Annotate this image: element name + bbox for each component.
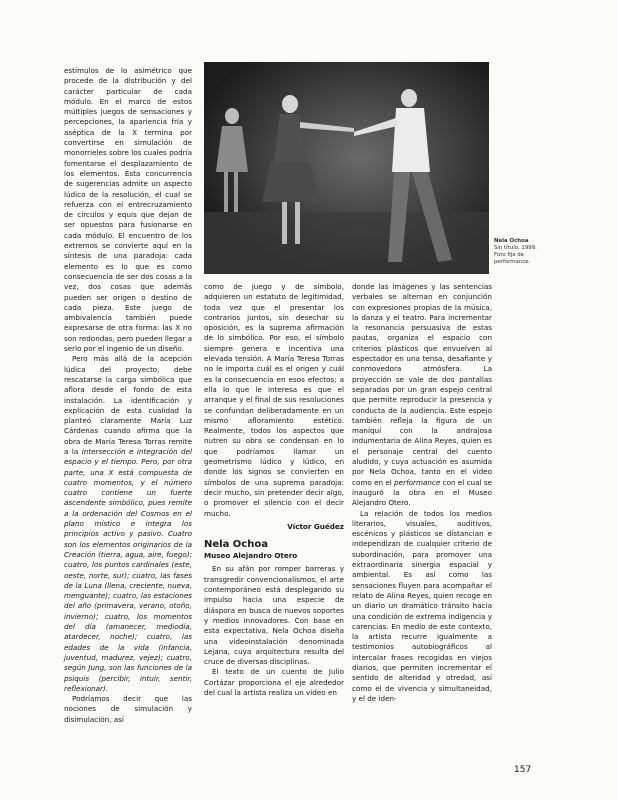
paragraph: En su afán por romper barreras y transgredir convencionalismos, el arte contemporáneo está desplegando su impulso hacia una especie de diáspora en busca de nuevos soportes y medios innovadores. Con base en esta expectativa, Nela Ochoa diseña una videoinstalación denominada Lejana, cuya arquitectura resulta del cruce de diversas disciplinas. xyxy=(204,564,344,667)
paragraph: El texto de un cuento de Julio Cortázar proporciona el eje alrededor del cual la artista realiza un video en xyxy=(204,667,344,697)
paragraph-italic-text: intersección e integración del espacio y el tiempo. Pero, por otra parte, una X está compuesta de cuatro momentos, y el número cuatro contiene un fuerte ascendente simbólico, pues remite a la ordenación del Cosmos en el plano místico e integra los principios activo y pasivo. Cuatro son los elementos originarios de la Creación (tierra, agua, aire, fuego); cuatro, los puntos cardinales (este, oeste, norte, sur); cuatro, las fases de la Luna (llena, creciente, nueva, menguante); cuatro, las estaciones del año (primavera, verano, otoño, invierno); cuatro, los momentos del día (amanecer, mediodía, atardecer, noche); cuatro, las edades de la vida (infancia, juventud, madurez, vejez); cuatro, según Jung, son las funciones de la psiquis (percibir, intuir, sentir, reflexionar). xyxy=(64,446,192,693)
text-column-right xyxy=(352,282,492,704)
paragraph: estímulos de lo asimétrico que procede de la distribución y del carácter particular de cada módulo. En el marco de estos múltiples juegos de sensaciones y percepciones, la apariencia fría y aséptica de la X termina por convertirse en simulación de monorrieles sobre los cuales podría fomentarse el desplazamiento de los elementos. Esta concurrencia de sugerencias admite un aspecto lúdico de la resolución, el cual se refuerza con el entrecruzamiento de círculos y equis que dejan de ser opuestos para fusionarse en cada módulo. El encuentro de los extremos se convierte aquí en la síntesis de una paradoja: cada elemento es lo que es como consecuencia de ser dos cosas a la vez, dos cosas que además pueden ser origen o destino de cada pieza. Este juego de ambivalencia también puede expresarse de otra forma: las X no son redondas, pero pueden llegar a serlo por el ingenio de un diseño. xyxy=(64,66,192,354)
paragraph xyxy=(64,354,192,694)
section-subtitle: Museo Alejandro Otero xyxy=(204,551,298,561)
author-signature: Víctor Guédez xyxy=(287,521,344,531)
paragraph: La relación de todos los medios literarios, visuales, auditivos, escénicos y plásticos se distancian e independizan de cualquier criterio de subordinación, para promover una extraordinaria sinergia espacial y ambiental. Es así como las sensaciones fluyen para acompañar el relato de Alina Reyes, quien recoge en un diario un dramático tránsito hacia una condición de extrema indigencia y carencias. En medio de este contexto, la artista recurre igualmente a testimonios autobiográficos al intercalar frases recogidas en viejos diarios, que permiten incrementar el sentido de alteridad y otredad, así como el de vivencia y simultaneidad, y el de iden- xyxy=(352,508,492,703)
performance-photo xyxy=(204,62,489,274)
paragraph-italic-text: performance xyxy=(394,477,441,487)
paragraph xyxy=(352,282,492,509)
page-number: 157 xyxy=(514,765,532,775)
caption-line: Sin título, 1999. xyxy=(494,245,537,251)
paragraph-text: Pero más allá de la acepción lúdica del proyecto, debe rescatarse la carga simbólica que aflora desde el fondo de esta instalación. La identificación y explicación de esta cualidad la planteó claramente María Luz Cárdenas cuando afirma que la obra de María Teresa Torras remite a la xyxy=(64,354,192,456)
caption-line: performance. xyxy=(494,259,531,265)
paragraph: Podríamos decir que las nociones de simulación y disimulación, así xyxy=(64,694,192,724)
caption-name: Nela Ochoa xyxy=(494,238,529,244)
photo-caption xyxy=(494,238,554,266)
paragraph-text: donde las imágenes y las sentencias verbales se alternan en conjunción con expresiones propias de la música, la danza y el teatro. Para incrementar la resonancia persuasiva de estas pautas, organiza el espacio con criterios plásticos que envuelven al espectador en una tensa, desafiante y conmovedora atmósfera. La proyección se vale de dos pantallas separadas por un gran espejo central que permite reproducir la presencia y conducta de la audiencia. Este espejo también refleja la figura de un maniquí con la andrajosa indumentaria de Alina Reyes, quien es el personaje central del cuento aludido, y cuya actuación es asumida por Nela Ochoa, tanto en el video como en el xyxy=(352,282,492,487)
text-column-left xyxy=(64,66,192,725)
text-column-middle xyxy=(204,282,344,698)
caption-line: Foto fija de xyxy=(494,252,524,258)
paragraph-text: con el cual se inauguró la obra en el Museo Alejandro Otero. xyxy=(352,477,492,508)
photo-illustration xyxy=(204,62,489,274)
section-title: Nela Ochoa xyxy=(204,539,268,551)
paragraph: como de juego y de símbolo, adquieren un estatuto de legitimidad, toda vez que el presentar los contrarios juntos, sin desechar su oposición, es la suprema afirmación de lo simbólico. Por eso, el símbolo siempre genera e incentiva una elevada tensión. A María Teresa Torras no le importa cuál es el origen y cuál es la consecuencia en esos efectos; a ella lo que le interesa es que el arranque y el final de sus resoluciones se confundan deliberadamente en un mismo afloramiento estético. Realmente, todos los aspectos que nutren su obra se condensan en lo que podríamos llamar un geometrismo lúdico y lúdico, en donde los signos se convierten en símbolos de una suprema paradoja: decir mucho, sin pretender decir algo, o promover el silencio con el decir mucho. xyxy=(204,282,344,518)
